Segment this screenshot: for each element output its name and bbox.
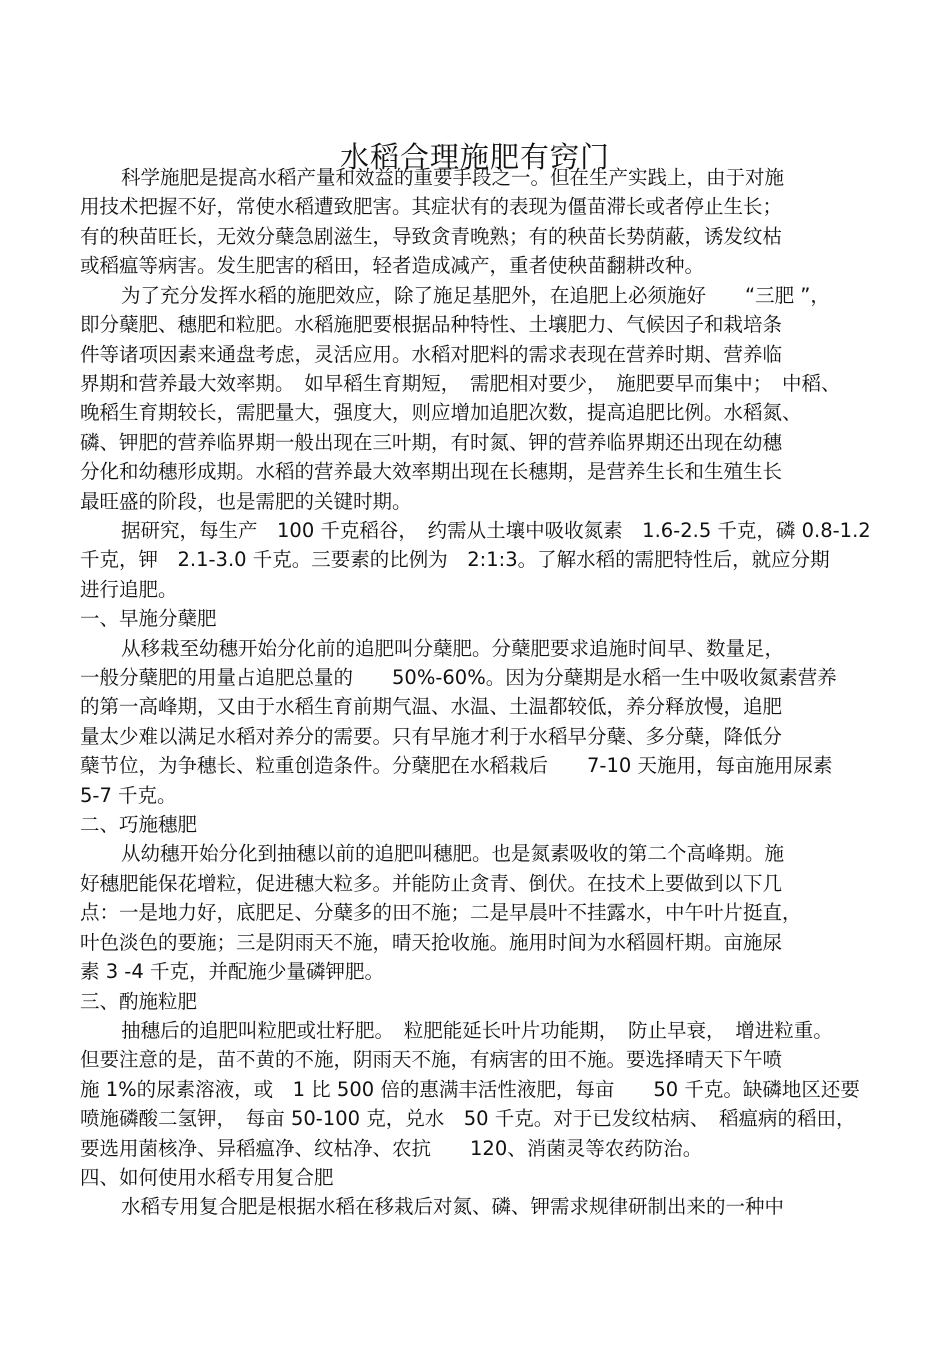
paragraph-line: 从幼穗开始分化到抽穗以前的追肥叫穗肥。也是氮素吸收的第二个高峰期。施 bbox=[121, 842, 785, 865]
paragraph-line: 件等诸项因素来通盘考虑，灵活应用。水稻对肥料的需求表现在营养时期、营养临 bbox=[80, 343, 783, 366]
paragraph-line: 据研究，每生产 100 千克稻谷， 约需从土壤中吸收氮素 1.6-2.5 千克，磷 0.8-1.2 bbox=[121, 519, 871, 542]
paragraph-line: 界期和营养最大效率期。 如早稻生育期短， 需肥相对要少， 施肥要早而集中； 中稻、 bbox=[80, 372, 841, 395]
paragraph-line: 喷施磷酸二氢钾， 每亩 50-100 克，兑水 50 千克。对于已发纹枯病、 稻瘟病的稻田， bbox=[80, 1107, 856, 1130]
paragraph-line: 最旺盛的阶段，也是需肥的关键时期。 bbox=[80, 490, 412, 513]
paragraph-line: 量太少难以满足水稻对养分的需要。只有早施才利于水稻早分蘖、多分蘖，降低分 bbox=[80, 725, 783, 748]
paragraph-line: 叶色淡色的要施；三是阴雨天不施，晴天抢收施。施用时间为水稻圆杆期。亩施尿 bbox=[80, 931, 783, 954]
paragraph-line: 有的秧苗旺长，无效分蘖急剧滋生，导致贪青晚熟；有的秧苗长势荫蔽，诱发纹枯 bbox=[80, 225, 783, 248]
paragraph-line: 即分蘖肥、穗肥和粒肥。水稻施肥要根据品种特性、土壤肥力、气候因子和栽培条 bbox=[80, 313, 783, 336]
paragraph-line: 素 3 -4 千克，并配施少量磷钾肥。 bbox=[80, 960, 384, 983]
paragraph-line: 用技术把握不好，常使水稻遭致肥害。其症状有的表现为僵苗滞长或者停止生长； bbox=[80, 195, 783, 218]
paragraph-line: 5-7 千克。 bbox=[80, 784, 177, 807]
section-heading: 三、酌施粒肥 bbox=[80, 990, 198, 1013]
paragraph-line: 分化和幼穗形成期。水稻的营养最大效率期出现在长穗期，是营养生长和生殖生长 bbox=[80, 460, 783, 483]
paragraph-line: 蘖节位，为争穗长、粒重创造条件。分蘖肥在水稻栽后 7-10 天施用，每亩施用尿素 bbox=[80, 754, 833, 777]
paragraph-line: 施 1%的尿素溶液，或 1 比 500 倍的惠满丰活性液肥，每亩 50 千克。缺磷地区还要 bbox=[80, 1078, 860, 1101]
section-heading: 四、如何使用水稻专用复合肥 bbox=[80, 1166, 334, 1189]
section-heading: 二、巧施穗肥 bbox=[80, 813, 198, 836]
paragraph-line: 好穗肥能保花增粒，促进穗大粒多。并能防止贪青、倒伏。在技术上要做到以下几 bbox=[80, 872, 783, 895]
paragraph-line: 一般分蘖肥的用量占追肥总量的 50%-60%。因为分蘖期是水稻一生中吸收氮素营养 bbox=[80, 666, 837, 689]
paragraph-line: 水稻专用复合肥是根据水稻在移栽后对氮、磷、钾需求规律研制出来的一种中 bbox=[121, 1195, 785, 1218]
section-heading: 一、早施分蘖肥 bbox=[80, 607, 217, 630]
paragraph-line: 点：一是地力好，底肥足、分蘖多的田不施；二是早晨叶不挂露水，中午叶片挺直， bbox=[80, 901, 802, 924]
paragraph-line: 磷、钾肥的营养临界期一般出现在三叶期，有时氮、钾的营养临界期还出现在幼穗 bbox=[80, 431, 783, 454]
paragraph-line: 进行追肥。 bbox=[80, 578, 178, 601]
paragraph-line: 从移栽至幼穗开始分化前的追肥叫分蘖肥。分蘖肥要求追施时间早、数量足， bbox=[121, 637, 785, 660]
document-title: 水稻合理施肥有窍门 bbox=[339, 140, 610, 175]
paragraph-line: 为了充分发挥水稻的施肥效应，除了施足基肥外，在追肥上必须施好 “三肥 ”， bbox=[121, 284, 830, 307]
paragraph-line: 要选用菌核净、异稻瘟净、纹枯净、农抗 120、消菌灵等农药防治。 bbox=[80, 1137, 703, 1160]
paragraph-line: 但要注意的是，苗不黄的不施，阴雨天不施，有病害的田不施。要选择晴天下午喷 bbox=[80, 1048, 783, 1071]
paragraph-line: 或稻瘟等病害。发生肥害的稻田，轻者造成减产，重者使秧苗翻耕改种。 bbox=[80, 254, 705, 277]
paragraph-line: 抽穗后的追肥叫粒肥或壮籽肥。 粒肥能延长叶片功能期， 防止早衰， 增进粒重。 bbox=[121, 1019, 833, 1042]
paragraph-line: 晚稻生育期较长，需肥量大，强度大，则应增加追肥次数，提高追肥比例。水稻氮、 bbox=[80, 401, 802, 424]
paragraph-line: 科学施肥是提高水稻产量和效益的重要手段之一。但在生产实践上，由于对施 bbox=[121, 166, 785, 189]
paragraph-line: 的第一高峰期，又由于水稻生育前期气温、水温、土温都较低，养分释放慢，追肥 bbox=[80, 695, 783, 718]
paragraph-line: 千克，钾 2.1-3.0 千克。三要素的比例为 2:1:3。了解水稻的需肥特性后，就应分期 bbox=[80, 548, 830, 571]
